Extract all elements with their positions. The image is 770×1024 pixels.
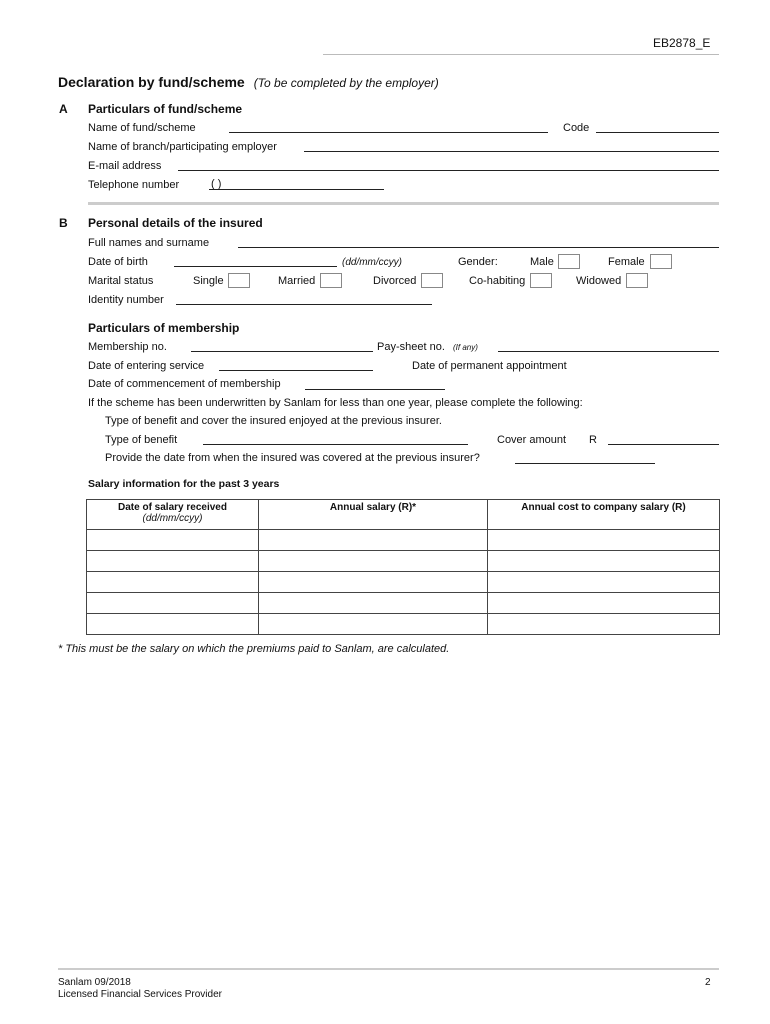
salary-col-date-format: (dd/mm/ccyy)	[142, 513, 203, 524]
paysheet-label: Pay-sheet no.	[377, 341, 445, 353]
table-cell[interactable]	[488, 530, 720, 551]
single-label: Single	[193, 275, 224, 287]
email-label: E-mail address	[88, 160, 162, 172]
salary-table-header	[87, 500, 720, 530]
telephone-field[interactable]	[209, 189, 384, 190]
footer-license: Licensed Financial Services Provider	[58, 989, 222, 1000]
commencement-field[interactable]	[305, 389, 445, 390]
document-code: EB2878_E	[653, 36, 711, 50]
identity-label: Identity number	[88, 294, 164, 306]
cover-amount-label: Cover amount	[497, 434, 567, 446]
table-cell[interactable]	[259, 593, 488, 614]
salary-table	[86, 499, 720, 635]
title-text: Declaration by fund/scheme	[58, 74, 245, 90]
paysheet-note: (If any)	[453, 343, 478, 352]
membership-heading: Particulars of membership	[88, 321, 240, 335]
table-row	[87, 614, 720, 635]
table-row	[87, 593, 720, 614]
branch-field[interactable]	[304, 151, 719, 152]
widowed-label: Widowed	[576, 275, 622, 287]
section-a-letter: A	[59, 102, 68, 116]
fund-name-field[interactable]	[229, 132, 548, 133]
entering-service-label: Date of entering service	[88, 360, 205, 372]
female-checkbox[interactable]	[650, 254, 672, 269]
table-cell[interactable]	[87, 614, 259, 635]
dob-format: (dd/mm/ccyy)	[342, 257, 402, 268]
gender-label: Gender:	[458, 256, 498, 268]
married-label: Married	[278, 275, 316, 287]
salary-col-date	[87, 500, 259, 530]
previous-date-field[interactable]	[515, 463, 655, 464]
permanent-appointment-label: Date of permanent appointment	[412, 360, 567, 372]
table-row	[87, 551, 720, 572]
widowed-checkbox[interactable]	[626, 273, 648, 288]
section-b-letter: B	[59, 216, 68, 230]
telephone-prefix: ( )	[211, 178, 222, 190]
membership-no-field[interactable]	[191, 351, 373, 352]
dob-label: Date of birth	[88, 256, 148, 268]
type-benefit-field[interactable]	[203, 444, 468, 445]
identity-field[interactable]	[176, 304, 432, 305]
footer-rule	[58, 968, 719, 970]
type-cover-text: Type of benefit and cover the insured enjoyed at the previous insurer.	[105, 415, 442, 427]
cohabiting-checkbox[interactable]	[530, 273, 552, 288]
page-title	[58, 74, 439, 90]
telephone-label: Telephone number	[88, 179, 180, 191]
table-cell[interactable]	[87, 593, 259, 614]
cohabiting-label: Co-habiting	[469, 275, 526, 287]
salary-footnote: * This must be the salary on which the premiums paid to Sanlam, are calculated.	[58, 643, 450, 655]
cover-amount-field[interactable]	[608, 444, 719, 445]
top-rule	[323, 54, 719, 55]
entering-service-field[interactable]	[219, 370, 373, 371]
code-label: Code	[563, 122, 590, 134]
table-cell[interactable]	[87, 572, 259, 593]
full-names-field[interactable]	[238, 247, 719, 248]
underwritten-text: If the scheme has been underwritten by Sanlam for less than one year, please complete the following:	[88, 397, 583, 409]
page-number: 2	[705, 977, 711, 988]
table-cell[interactable]	[259, 572, 488, 593]
married-checkbox[interactable]	[320, 273, 342, 288]
table-cell[interactable]	[259, 530, 488, 551]
single-checkbox[interactable]	[228, 273, 250, 288]
full-names-label: Full names and surname	[88, 237, 210, 249]
female-label: Female	[608, 256, 645, 268]
email-field[interactable]	[178, 170, 719, 171]
divorced-label: Divorced	[373, 275, 417, 287]
code-field[interactable]	[596, 132, 719, 133]
table-cell[interactable]	[488, 593, 720, 614]
salary-heading: Salary information for the past 3 years	[88, 478, 280, 490]
table-cell[interactable]	[259, 614, 488, 635]
divorced-checkbox[interactable]	[421, 273, 443, 288]
male-checkbox[interactable]	[558, 254, 580, 269]
type-benefit-label: Type of benefit	[105, 434, 178, 446]
previous-date-text: Provide the date from when the insured was covered at the previous insurer?	[105, 452, 480, 464]
table-cell[interactable]	[488, 614, 720, 635]
footer-company: Sanlam 09/2018	[58, 977, 131, 988]
fund-name-label: Name of fund/scheme	[88, 122, 196, 134]
paysheet-field[interactable]	[498, 351, 719, 352]
dob-field[interactable]	[174, 266, 337, 267]
title-note: (To be completed by the employer)	[253, 76, 439, 90]
section-divider	[88, 202, 719, 205]
salary-col-date-label: Date of salary received	[118, 502, 227, 513]
table-row	[87, 530, 720, 551]
section-a-heading: Particulars of fund/scheme	[88, 102, 243, 116]
section-b-heading: Personal details of the insured	[88, 216, 263, 230]
table-cell[interactable]	[87, 551, 259, 572]
branch-label: Name of branch/participating employer	[88, 141, 277, 153]
membership-no-label: Membership no.	[88, 341, 167, 353]
salary-col-annual: Annual salary (R)*	[259, 500, 488, 530]
table-cell[interactable]	[488, 551, 720, 572]
commencement-label: Date of commencement of membership	[88, 378, 281, 390]
currency-symbol: R	[589, 434, 597, 446]
salary-col-ctc: Annual cost to company salary (R)	[488, 500, 720, 530]
male-label: Male	[530, 256, 554, 268]
table-row	[87, 572, 720, 593]
table-cell[interactable]	[259, 551, 488, 572]
table-cell[interactable]	[87, 530, 259, 551]
marital-label: Marital status	[88, 275, 154, 287]
table-cell[interactable]	[488, 572, 720, 593]
